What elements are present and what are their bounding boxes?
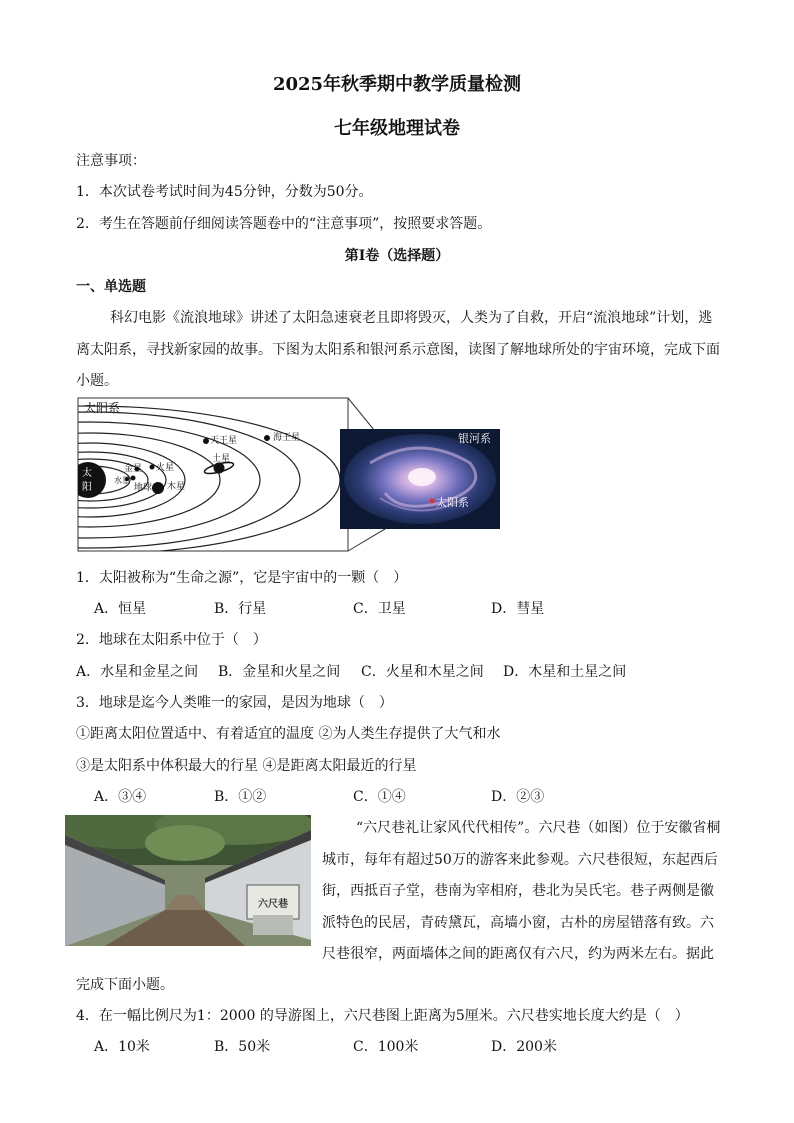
- earth-dot: [131, 476, 136, 481]
- passage-2-line-4: 派特色的民居，青砖黛瓦，高墙小窗，古朴的房屋错落有致。六: [322, 915, 714, 931]
- question-2-option-a: A．水星和金星之间: [76, 664, 199, 680]
- exam-subtitle: 七年级地理试卷: [334, 118, 460, 139]
- saturn-label: 土星: [212, 454, 231, 464]
- question-1-option-a: A．恒星: [94, 601, 147, 617]
- sun-label-1: 太: [82, 468, 92, 479]
- notes-item-2: 2．考生在答题前仔细阅读答题卷中的“注意事项”，按照要求答题。: [76, 216, 492, 232]
- question-3-statements-1: ①距离太阳位置适中、有着适宜的温度 ②为人类生存提供了大气和水: [76, 726, 501, 742]
- galaxy-sun-label: 太阳系: [436, 496, 469, 509]
- notes-heading: 注意事项：: [76, 153, 146, 169]
- galaxy-label: 银河系: [458, 432, 491, 445]
- question-1-option-d: D．彗星: [491, 601, 545, 617]
- exam-title: 2025年秋季期中教学质量检测: [272, 74, 522, 95]
- passage-2-line-5: 尺巷很窄，两面墙体之间的距离仅有六尺，约为两米左右。据此: [322, 946, 714, 962]
- passage-2-line-6: 完成下面小题。: [76, 977, 174, 993]
- question-2-option-d: D．木星和土星之间: [503, 664, 627, 680]
- sun-label-2: 阳: [82, 482, 92, 493]
- earth-label: 地球: [134, 483, 153, 493]
- question-2-stem: 2．地球在太阳系中位于（ ）: [76, 632, 267, 648]
- intro-line-1: 科幻电影《流浪地球》讲述了太阳急速衰老且即将毁灭，人类为了自救，开启“流浪地球”计划，逃: [110, 310, 713, 326]
- section-title: 一、单选题: [76, 279, 146, 295]
- question-4-option-b: B．50米: [214, 1039, 271, 1055]
- passage-2-line-1: “六尺巷礼让家风代代相传”。六尺巷（如图）位于安徽省桐: [356, 820, 721, 836]
- question-1-stem: 1．太阳被称为“生命之源”，它是宇宙中的一颗（ ）: [76, 570, 408, 586]
- notes-item-1: 1．本次试卷考试时间为45分钟，分数为50分。: [76, 184, 373, 200]
- intro-line-2: 离太阳系，寻找新家园的故事。下图为太阳系和银河系示意图，读图了解地球所处的宇宙环境，完成下面: [76, 342, 720, 358]
- question-1-option-b: B．行星: [214, 601, 267, 617]
- question-3-option-a: A．③④: [94, 789, 147, 805]
- jupiter-dot: [152, 482, 164, 494]
- uranus-label: 天王星: [210, 436, 238, 446]
- six-foot-lane-sign: 六尺巷: [258, 899, 288, 910]
- jupiter-label: 木星: [167, 482, 186, 492]
- question-3-option-b: B．①②: [214, 789, 267, 805]
- question-3-option-d: D．②③: [491, 789, 545, 805]
- question-2-option-c: C．火星和木星之间: [361, 664, 484, 680]
- volume-title: 第Ⅰ卷（选择题）: [344, 248, 450, 264]
- mars-dot: [150, 465, 155, 470]
- question-2-option-b: B．金星和火星之间: [218, 664, 341, 680]
- saturn-dot: [214, 463, 225, 474]
- mars-label: 火星: [156, 463, 175, 473]
- neptune-dot: [264, 435, 270, 441]
- solar-system-box: [78, 398, 348, 551]
- mercury-label: 水星: [114, 476, 130, 485]
- uranus-dot: [203, 438, 209, 444]
- neptune-label: 海王星: [273, 433, 301, 443]
- passage-2-line-2: 城市，每年有超过50万的游客来此参观。六尺巷很短，东起西后: [322, 852, 718, 868]
- solar-galaxy-figure: [70, 393, 510, 555]
- question-4-option-a: A．10米: [94, 1039, 150, 1055]
- six-foot-lane-photo: [65, 815, 311, 946]
- solar-system-box-label: 太阳系: [84, 401, 121, 415]
- intro-line-3: 小题。: [76, 373, 118, 389]
- question-3-statements-2: ③是太阳系中体积最大的行星 ④是距离太阳最近的行星: [76, 758, 417, 774]
- question-4-option-d: D．200米: [491, 1039, 557, 1055]
- passage-2-line-3: 街，西抵百子堂，巷南为宰相府，巷北为吴氏宅。巷子两侧是徽: [322, 883, 714, 899]
- question-1-option-c: C．卫星: [353, 601, 406, 617]
- venus-label: 金星: [124, 464, 143, 474]
- galaxy-core: [408, 468, 436, 486]
- question-4-stem: 4．在一幅比例尺为1：2000 的导游图上，六尺巷图上距离为5厘米。六尺巷实地长度大约是（ ）: [76, 1008, 689, 1024]
- galaxy-sun-marker: [430, 499, 435, 504]
- question-3-stem: 3．地球是迄今人类唯一的家园，是因为地球（ ）: [76, 695, 393, 711]
- question-4-option-c: C．100米: [353, 1039, 419, 1055]
- question-3-option-c: C．①④: [353, 789, 406, 805]
